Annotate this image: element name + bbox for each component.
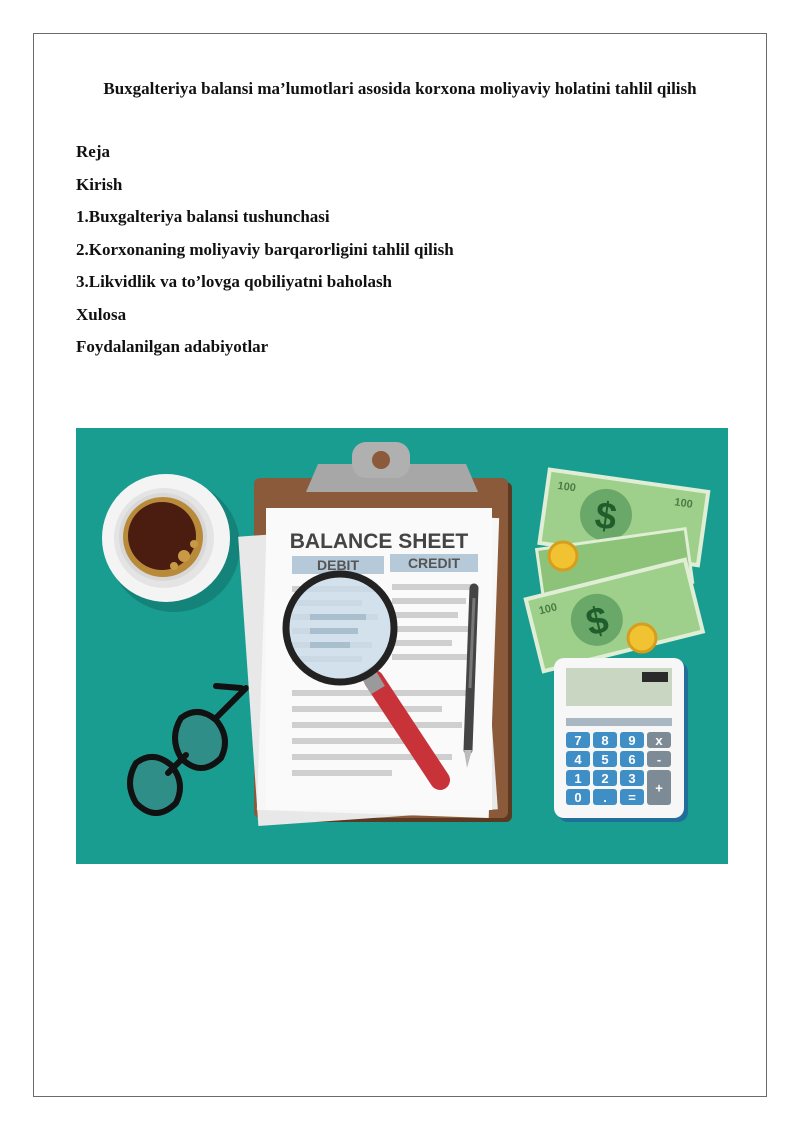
table-of-contents xyxy=(76,136,454,364)
calculator-key-label: 6 xyxy=(628,752,636,767)
calculator-key-label: 2 xyxy=(601,771,609,786)
toc-item-3: 3.Likvidlik va to’lovga qobiliyatni baholash xyxy=(76,272,393,291)
calculator-key-label: = xyxy=(628,790,636,805)
credit-label: CREDIT xyxy=(407,555,461,571)
calculator-key-label: 0 xyxy=(574,790,582,805)
banknote-symbol-top: $ xyxy=(592,494,620,540)
toc-item-adabiyotlar: Foydalanilgan adabiyotlar xyxy=(76,337,269,356)
calculator-key-label: x xyxy=(655,733,663,748)
calculator-key-label: . xyxy=(603,790,607,805)
toc-item-xulosa: Xulosa xyxy=(76,304,127,324)
debit-label: DEBIT xyxy=(317,557,359,573)
toc-item-1: 1.Buxgalteriya balansi tushunchasi xyxy=(76,207,330,226)
balance-sheet-illustration xyxy=(76,428,728,864)
sheet-title: BALANCE SHEET xyxy=(289,530,469,553)
calculator-key-label: - xyxy=(656,752,662,767)
calculator-key-label: 7 xyxy=(574,733,582,748)
document-title: Buxgalteriya balansi ma’lumotlari asosida korxona moliyaviy holatini tahlil qilish xyxy=(103,79,697,98)
toc-item-2: 2.Korxonaning moliyaviy barqarorligini tahlil qilish xyxy=(76,239,454,259)
calculator-key-label: 5 xyxy=(601,752,609,767)
calculator-key-label: 9 xyxy=(628,733,636,748)
banknote-symbol-bottom: $ xyxy=(581,598,613,645)
toc-item-reja: Reja xyxy=(76,142,110,161)
calculator-key-label: 8 xyxy=(601,733,609,748)
calculator-key-label: + xyxy=(655,780,663,796)
calculator-key-label: 3 xyxy=(628,771,636,786)
calculator-icon xyxy=(554,658,688,822)
banknote-value-top-right: 100 xyxy=(673,496,694,511)
calculator-key-label: 1 xyxy=(574,771,582,786)
banknote-value-top: 100 xyxy=(556,479,577,495)
calculator-key-label: 4 xyxy=(574,752,582,767)
toc-item-kirish: Kirish xyxy=(76,174,123,194)
banknote-value-bottom: 100 xyxy=(537,601,559,618)
illustration-svg xyxy=(76,428,728,864)
